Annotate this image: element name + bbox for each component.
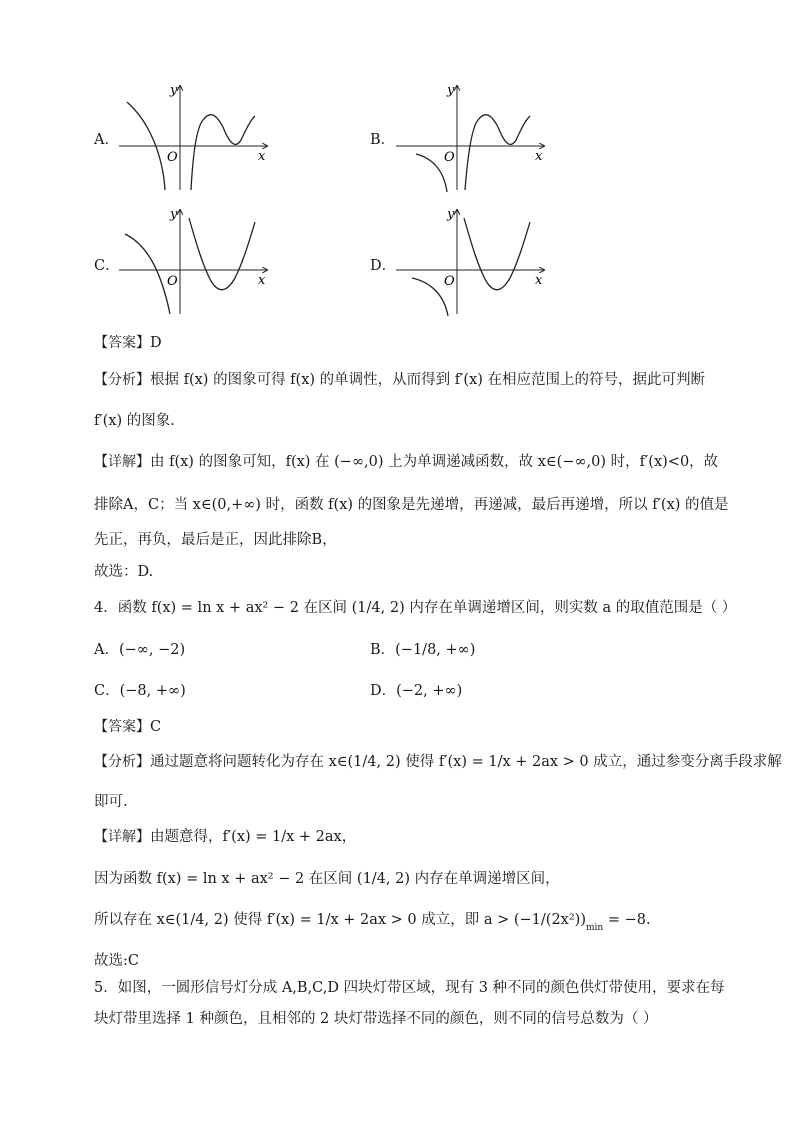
option-b-label: B．	[370, 132, 396, 148]
origin-label: O	[444, 274, 455, 289]
q4-option-a: A．(−∞, −2)	[94, 642, 186, 658]
q4-detail-line1	[94, 827, 356, 847]
option-c-label: C．	[94, 258, 120, 274]
curve-left	[412, 278, 448, 316]
q3-analysis-line2: f′(x) 的图象.	[94, 413, 175, 429]
x-label: x	[258, 149, 266, 164]
curve-right	[191, 115, 255, 190]
q4-answer	[94, 717, 161, 737]
curve-right	[189, 218, 255, 290]
curve-right	[464, 218, 530, 290]
x-label: x	[535, 149, 543, 164]
q4-option-b: B．(−1/8, +∞)	[370, 642, 476, 658]
q4-detail-line2: 因为函数 f(x) = ln x + ax² − 2 在区间 (1/4, 2) 内存在单调递增区间，	[94, 871, 560, 887]
answer-tag: 【答案】	[94, 719, 150, 735]
x-label: x	[535, 273, 543, 288]
graph-c	[115, 206, 275, 318]
q3-analysis-line1	[94, 370, 705, 390]
y-label: y	[170, 83, 178, 98]
answer-tag: 【答案】	[94, 335, 150, 351]
detail-tag: 【详解】	[94, 829, 150, 845]
q3-detail-line3: 先正，再负，最后是正，因此排除B，	[94, 532, 337, 548]
q3-answer	[94, 333, 162, 353]
min-subscript: min	[585, 923, 604, 933]
y-label: y	[447, 83, 455, 98]
q4-option-c: C．(−8, +∞)	[94, 683, 186, 699]
graph-a	[115, 82, 275, 194]
q4-stem: 4．函数 f(x) = ln x + ax² − 2 在区间 (1/4, 2) 内存在单调递增区间，则实数 a 的取值范围是（ ）	[94, 600, 737, 616]
y-label: y	[447, 207, 455, 222]
analysis-text: 通过题意将问题转化为存在 x∈(1/4, 2) 使得 f′(x) = 1/x + 2ax > 0 成立，通过参变分离手段求解	[150, 754, 782, 770]
detail-text: 由 f(x) 的图象可知，f(x) 在 (−∞,0) 上为单调递减函数，故 x∈(−∞,0) 时，f′(x)<0，故	[150, 454, 719, 470]
answer-value: C	[150, 719, 162, 735]
graph-b	[392, 82, 552, 194]
q3-detail-line2: 排除A，C；当 x∈(0,+∞) 时，函数 f(x) 的图象是先递增，再递减，最后再递增，所以 f′(x) 的值是	[94, 497, 729, 513]
q3-choice: 故选：D.	[94, 564, 154, 580]
origin-label: O	[167, 150, 178, 165]
detail-text: 由题意得，f′(x) = 1/x + 2ax，	[150, 829, 357, 845]
graph-d	[392, 206, 552, 318]
x-label: x	[258, 273, 266, 288]
answer-value: D	[150, 335, 162, 351]
q5-line2: 块灯带里选择 1 种颜色，且相邻的 2 块灯带选择不同的颜色，则不同的信号总数为（ ）	[94, 1011, 658, 1027]
q4-detail-line3	[94, 910, 651, 938]
option-d-label: D．	[370, 258, 397, 274]
curve-right	[465, 115, 530, 190]
y-label: y	[170, 207, 178, 222]
analysis-text: 根据 f(x) 的图象可得 f(x) 的单调性，从而得到 f′(x) 在相应范围上的符号，据此可判断	[150, 372, 706, 388]
origin-label: O	[167, 274, 178, 289]
detail-tail: = −8.	[607, 912, 651, 928]
q3-detail-line1	[94, 452, 718, 472]
curve-left	[125, 234, 170, 314]
detail-tag: 【详解】	[94, 454, 150, 470]
q4-analysis-line2: 即可.	[94, 794, 128, 810]
q5-line1: 5．如图，一圆形信号灯分成 A,B,C,D 四块灯带区域，现有 3 种不同的颜色供灯带使用，要求在每	[94, 980, 725, 996]
q4-choice: 故选:C	[94, 953, 139, 969]
analysis-tag: 【分析】	[94, 372, 150, 388]
option-a-label: A．	[94, 132, 119, 148]
analysis-tag: 【分析】	[94, 754, 150, 770]
origin-label: O	[444, 150, 455, 165]
detail-text: 所以存在 x∈(1/4, 2) 使得 f′(x) = 1/x + 2ax > 0 成立，即 a > (−1/(2x²))	[94, 912, 586, 928]
q4-option-d: D．(−2, +∞)	[370, 683, 463, 699]
q4-analysis-line1	[94, 752, 782, 772]
curve-left	[416, 154, 447, 192]
